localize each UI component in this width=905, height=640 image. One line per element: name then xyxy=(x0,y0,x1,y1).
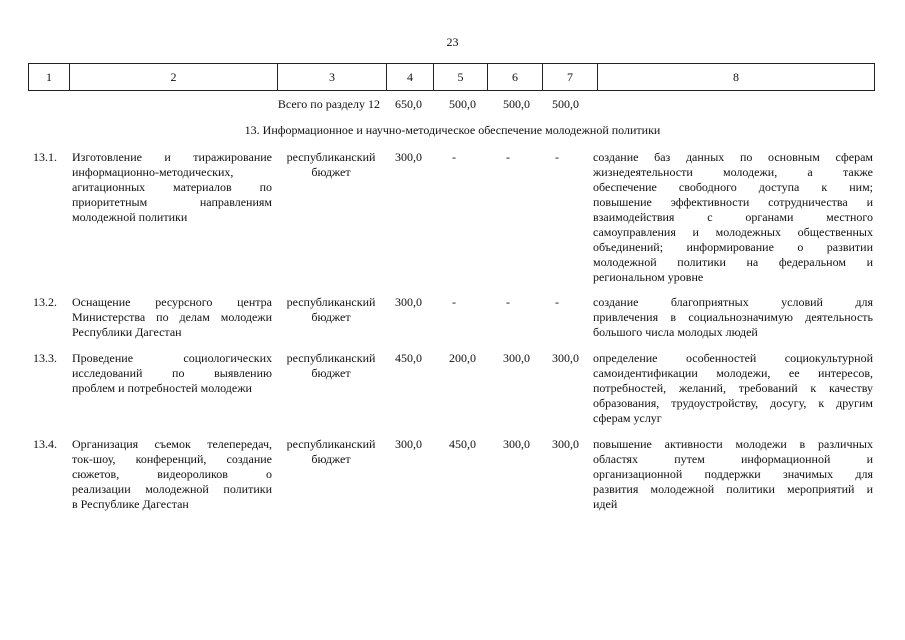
row-c6: 300,0 xyxy=(503,351,530,365)
text-line: потребностей, желаний, требований к качеству xyxy=(593,381,873,395)
text-line: бюджет xyxy=(311,310,351,324)
row-c4: 300,0 xyxy=(395,295,422,309)
text-line: взаимодействия с органами местного xyxy=(593,210,873,224)
table-header xyxy=(28,63,875,91)
row-number: 13.4. xyxy=(33,437,57,451)
row-c4: 300,0 xyxy=(395,437,422,451)
row-activity xyxy=(72,295,272,340)
row-result xyxy=(593,150,873,285)
row-number: 13.2. xyxy=(33,295,57,309)
text-line: сюжетов, видеороликов о xyxy=(72,467,272,481)
text-line: обеспечение свободного доступа к ним; xyxy=(593,180,873,194)
row-c6: - xyxy=(506,295,510,309)
row-c7: 300,0 xyxy=(552,437,579,451)
row-c5: 200,0 xyxy=(449,351,476,365)
row-activity xyxy=(72,437,272,512)
header-col-4: 4 xyxy=(387,64,434,90)
text-line: республиканский xyxy=(286,295,376,309)
text-line: привлечения в социальнозначимую деятельность xyxy=(593,310,873,324)
text-line: агитационных материалов по xyxy=(72,180,272,194)
text-line: повышение активности молодежи в различных xyxy=(593,437,873,451)
row-activity xyxy=(72,351,272,396)
text-line: исследований по выявлению xyxy=(72,366,272,380)
section-title: 13. Информационное и научно-методическое обеспечение молодежной политики xyxy=(244,123,661,137)
row-c5: - xyxy=(452,150,456,164)
text-line: республиканский xyxy=(286,150,376,164)
row-c7: - xyxy=(555,150,559,164)
text-line: повышение эффективности сотрудничества и xyxy=(593,195,873,209)
header-col-8: 8 xyxy=(733,69,739,84)
text-line: создание благоприятных условий для xyxy=(593,295,873,309)
header-col-1: 1 xyxy=(29,64,70,90)
text-line: Министерства по делам молодежи xyxy=(72,310,272,324)
text-line: бюджет xyxy=(311,165,351,179)
text-line: ток-шоу, конференций, создание xyxy=(72,452,272,466)
row-c7: - xyxy=(555,295,559,309)
text-line: молодежной политики xyxy=(72,210,188,224)
header-col-3: 3 xyxy=(278,64,387,90)
text-line: Организация съемок телепередач, xyxy=(72,437,272,451)
row-source xyxy=(280,437,382,467)
text-line: региональном уровне xyxy=(593,270,704,284)
row-c5: 450,0 xyxy=(449,437,476,451)
row-c5: - xyxy=(452,295,456,309)
row-activity xyxy=(72,150,272,225)
row-c6: 300,0 xyxy=(503,437,530,451)
text-line: Республики Дагестан xyxy=(72,325,182,339)
row-source xyxy=(280,150,382,180)
row-number: 13.1. xyxy=(33,150,57,164)
row-result xyxy=(593,295,873,340)
page-number: 23 xyxy=(446,35,459,49)
text-line: Оснащение ресурсного центра xyxy=(72,295,272,309)
total-c6: 500,0 xyxy=(503,97,530,111)
text-line: бюджет xyxy=(311,452,351,466)
row-source xyxy=(280,295,382,325)
row-result xyxy=(593,437,873,512)
total-c5: 500,0 xyxy=(449,97,476,111)
row-c4: 300,0 xyxy=(395,150,422,164)
text-line: республиканский xyxy=(286,351,376,365)
row-source xyxy=(280,351,382,381)
text-line: сферам услуг xyxy=(593,411,662,425)
text-line: реализации молодежной политики xyxy=(72,482,272,496)
row-number: 13.3. xyxy=(33,351,57,365)
text-line: организационной поддержки значимых для xyxy=(593,467,873,481)
text-line: областях путем информационной и xyxy=(593,452,873,466)
total-c7: 500,0 xyxy=(552,97,579,111)
text-line: объединений; информирование о развитии xyxy=(593,240,873,254)
text-line: определение особенностей социокультурной xyxy=(593,351,873,365)
header-col-5: 5 xyxy=(434,64,488,90)
total-label: Всего по разделу 12 xyxy=(277,97,380,111)
text-line: бюджет xyxy=(311,366,351,380)
text-line: образования, трудоустройству, досугу, к другим xyxy=(593,396,873,410)
text-line: молодежной политики на федеральном и xyxy=(593,255,873,269)
text-line: республиканский xyxy=(286,437,376,451)
text-line: информационно-методических, xyxy=(72,165,234,179)
text-line: большого числа молодых людей xyxy=(593,325,758,339)
text-line: самоуправления и молодежных общественных xyxy=(593,225,873,239)
header-col-7: 7 xyxy=(543,64,598,90)
text-line: жизнедеятельности молодежи, а также xyxy=(593,165,873,179)
text-line: в Республике Дагестан xyxy=(72,497,189,511)
row-c6: - xyxy=(506,150,510,164)
text-line: создание баз данных по основным сферам xyxy=(593,150,873,164)
row-c4: 450,0 xyxy=(395,351,422,365)
header-col-2: 2 xyxy=(70,64,278,90)
text-line: идей xyxy=(593,497,618,511)
text-line: самоидентификации молодежи, ее интересов, xyxy=(593,366,873,380)
total-c4: 650,0 xyxy=(395,97,422,111)
text-line: проблем и потребностей молодежи xyxy=(72,381,252,395)
header-col-6: 6 xyxy=(488,64,543,90)
text-line: Изготовление и тиражирование xyxy=(72,150,272,164)
text-line: развития молодежной политики мероприятий и xyxy=(593,482,873,496)
row-result xyxy=(593,351,873,426)
row-c7: 300,0 xyxy=(552,351,579,365)
text-line: Проведение социологических xyxy=(72,351,272,365)
text-line: приоритетным направлениям xyxy=(72,195,272,209)
